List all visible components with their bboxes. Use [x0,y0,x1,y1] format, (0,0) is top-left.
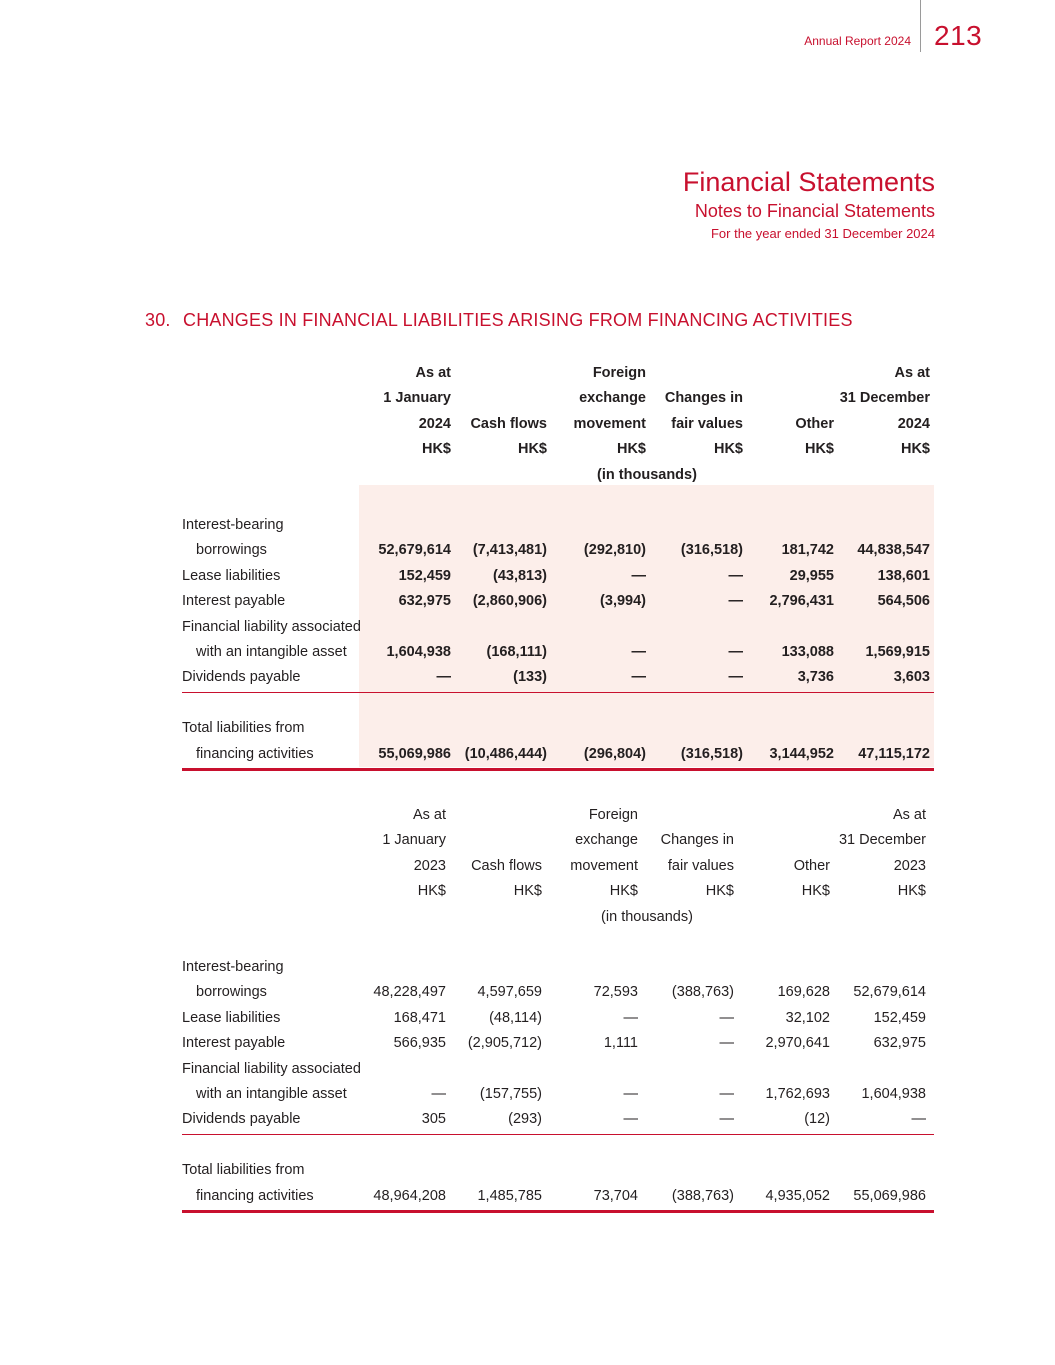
row-label: Interest payable [182,593,286,610]
column-header: Changes in [660,832,734,849]
table-cell: 1,569,915 [865,644,930,660]
table-cell: 2,796,431 [769,593,834,610]
column-header: HK$ [804,441,834,458]
row-label: Financial liability associated [182,1060,361,1077]
total-cell: 73,704 [593,1187,638,1204]
table-cell: (7,413,481) [472,542,547,559]
column-header: HK$ [609,883,638,900]
total-cell: 1,485,785 [477,1187,542,1204]
column-header: 2024 [897,415,930,432]
table-cell: (48,114) [489,1009,542,1026]
row-label: with an intangible asset [196,1086,347,1102]
table-cell: 169,628 [777,984,830,1001]
table-cell: 133,088 [781,644,834,660]
table-cell: 632,975 [873,1035,926,1052]
table-cell: 1,762,693 [765,1086,830,1102]
total-rule [182,768,934,771]
page-number: 213 [934,20,983,51]
table-cell: (2,905,712) [467,1035,542,1052]
table-cell: — [431,1086,446,1102]
reporting-period: For the year ended 31 December 2024 [710,226,935,241]
column-header: 31 December [839,390,930,407]
column-header: HK$ [900,441,930,458]
table-2024 [182,361,934,771]
column-header: As at [415,365,451,381]
table-cell: 32,102 [785,1009,830,1026]
row-label: Interest payable [182,1035,286,1052]
row-label: Lease liabilities [182,567,281,584]
total-cell: 55,069,986 [853,1187,926,1204]
table-cell: 566,935 [393,1035,446,1052]
column-header: Foreign [588,807,638,823]
shaded-current-year-area [359,485,934,767]
total-row-label: financing activities [196,745,314,762]
row-label: Dividends payable [182,669,301,686]
column-header: Cash flows [471,857,542,874]
column-header: exchange [579,390,646,407]
page-subtitle: Notes to Financial Statements [694,201,935,221]
table-cell: 3,603 [893,669,930,686]
table-cell: — [719,1035,734,1052]
table-cell: (2,860,906) [472,593,547,610]
unit-note: (in thousands) [601,908,693,925]
column-header: 2023 [893,857,926,874]
total-cell: 3,144,952 [769,745,834,762]
column-header: 1 January [383,390,451,407]
column-header: 1 January [382,832,446,849]
column-header: HK$ [417,883,446,900]
row-label: with an intangible asset [196,644,347,660]
report-name: Annual Report 2024 [804,34,911,48]
section-number: 30. [145,310,171,330]
table-cell: 152,459 [873,1009,926,1026]
total-cell: 55,069,986 [378,745,451,762]
column-header: fair values [671,415,743,432]
table-cell: 564,506 [877,593,930,610]
table-cell: — [719,1086,734,1102]
page-title: Financial Statements [682,167,935,197]
row-label: Interest-bearing [182,959,284,975]
table-cell: 4,597,659 [477,984,542,1001]
column-header: HK$ [713,441,743,458]
table-cell: 181,742 [781,542,834,559]
column-header: HK$ [801,883,830,900]
column-header: As at [894,365,930,381]
table-cell: (12) [804,1111,830,1128]
column-header: Foreign [592,365,646,381]
column-header: 2024 [418,415,451,432]
table-cell: (157,755) [479,1086,542,1102]
table-cell: — [623,1009,638,1026]
total-cell: 47,115,172 [858,745,930,762]
column-header: Other [795,415,834,432]
column-header: HK$ [421,441,451,458]
table-cell: (133) [513,669,547,686]
column-header: exchange [575,832,638,849]
row-label: Dividends payable [182,1111,301,1128]
row-label: Interest-bearing [182,517,284,533]
table-cell: — [436,669,451,686]
table-cell: 305 [421,1111,446,1128]
table-cell: (43,813) [492,567,547,584]
table-cell: — [911,1111,926,1128]
column-header: fair values [667,857,734,874]
table-cell: — [728,644,743,660]
table-cell: 52,679,614 [853,984,926,1001]
column-header: Cash flows [470,415,547,432]
table-cell: — [631,644,646,660]
column-header: HK$ [705,883,734,900]
total-row-label: financing activities [196,1187,314,1204]
table-cell: — [631,567,646,584]
table-cell: 1,111 [603,1035,638,1052]
table-cell: — [719,1009,734,1026]
unit-note: (in thousands) [597,466,697,483]
table-cell: 44,838,547 [857,542,930,559]
section-heading [145,310,853,331]
column-header: HK$ [513,883,542,900]
table-cell: — [631,669,646,686]
column-header: HK$ [616,441,646,458]
column-header: Other [793,857,830,874]
title-block [683,166,935,244]
table-cell: — [623,1111,638,1128]
total-cell: (316,518) [680,745,743,762]
table-cell: — [728,567,743,584]
row-label: borrowings [196,984,267,1001]
table-cell: 29,955 [789,567,834,584]
subtotal-rule [182,1134,934,1135]
table-cell: 52,679,614 [378,542,451,559]
column-header: As at [892,807,926,823]
table-cell: — [623,1086,638,1102]
row-label: borrowings [196,542,267,559]
table-cell: 2,970,641 [765,1035,830,1052]
table-cell: (316,518) [680,542,743,559]
column-header: As at [412,807,446,823]
total-cell: (296,804) [583,745,646,762]
table-cell: (388,763) [671,984,734,1001]
table-cell: (292,810) [583,542,646,559]
table-cell: 72,593 [593,984,638,1001]
column-header: Changes in [664,390,743,407]
total-cell: (10,486,444) [464,745,547,762]
total-cell: 4,935,052 [765,1187,830,1204]
table-cell: — [728,593,743,610]
table-cell: 632,975 [398,593,451,610]
row-label: Lease liabilities [182,1009,281,1026]
total-cell: (388,763) [671,1187,734,1204]
table-cell: (168,111) [486,644,547,660]
row-label: Financial liability associated [182,618,361,635]
table-cell: 3,736 [797,669,834,686]
table-cell: 1,604,938 [861,1086,926,1102]
table-cell: 152,459 [398,567,451,584]
total-rule [182,1210,934,1213]
column-header: movement [573,415,646,432]
column-header: 2023 [413,857,446,874]
column-header: HK$ [897,883,926,900]
table-cell: 138,601 [877,567,930,584]
table-cell: (3,994) [600,593,646,610]
table-2023 [182,803,934,1213]
table-cell: 168,471 [393,1009,446,1026]
total-row-label: Total liabilities from [182,720,305,737]
header-divider [920,0,921,52]
table-cell: 48,228,497 [373,984,446,1001]
total-row-label: Total liabilities from [182,1162,305,1179]
table-cell: — [728,669,743,686]
subtotal-rule [182,692,934,693]
column-header: HK$ [517,441,547,458]
total-cell: 48,964,208 [373,1187,446,1204]
table-cell: (293) [508,1111,542,1128]
column-header: 31 December [838,832,926,849]
table-cell: 1,604,938 [386,644,451,660]
section-title: CHANGES IN FINANCIAL LIABILITIES ARISING FROM FINANCING ACTIVITIES [183,310,853,330]
column-header: movement [570,857,638,874]
table-cell: — [719,1111,734,1128]
